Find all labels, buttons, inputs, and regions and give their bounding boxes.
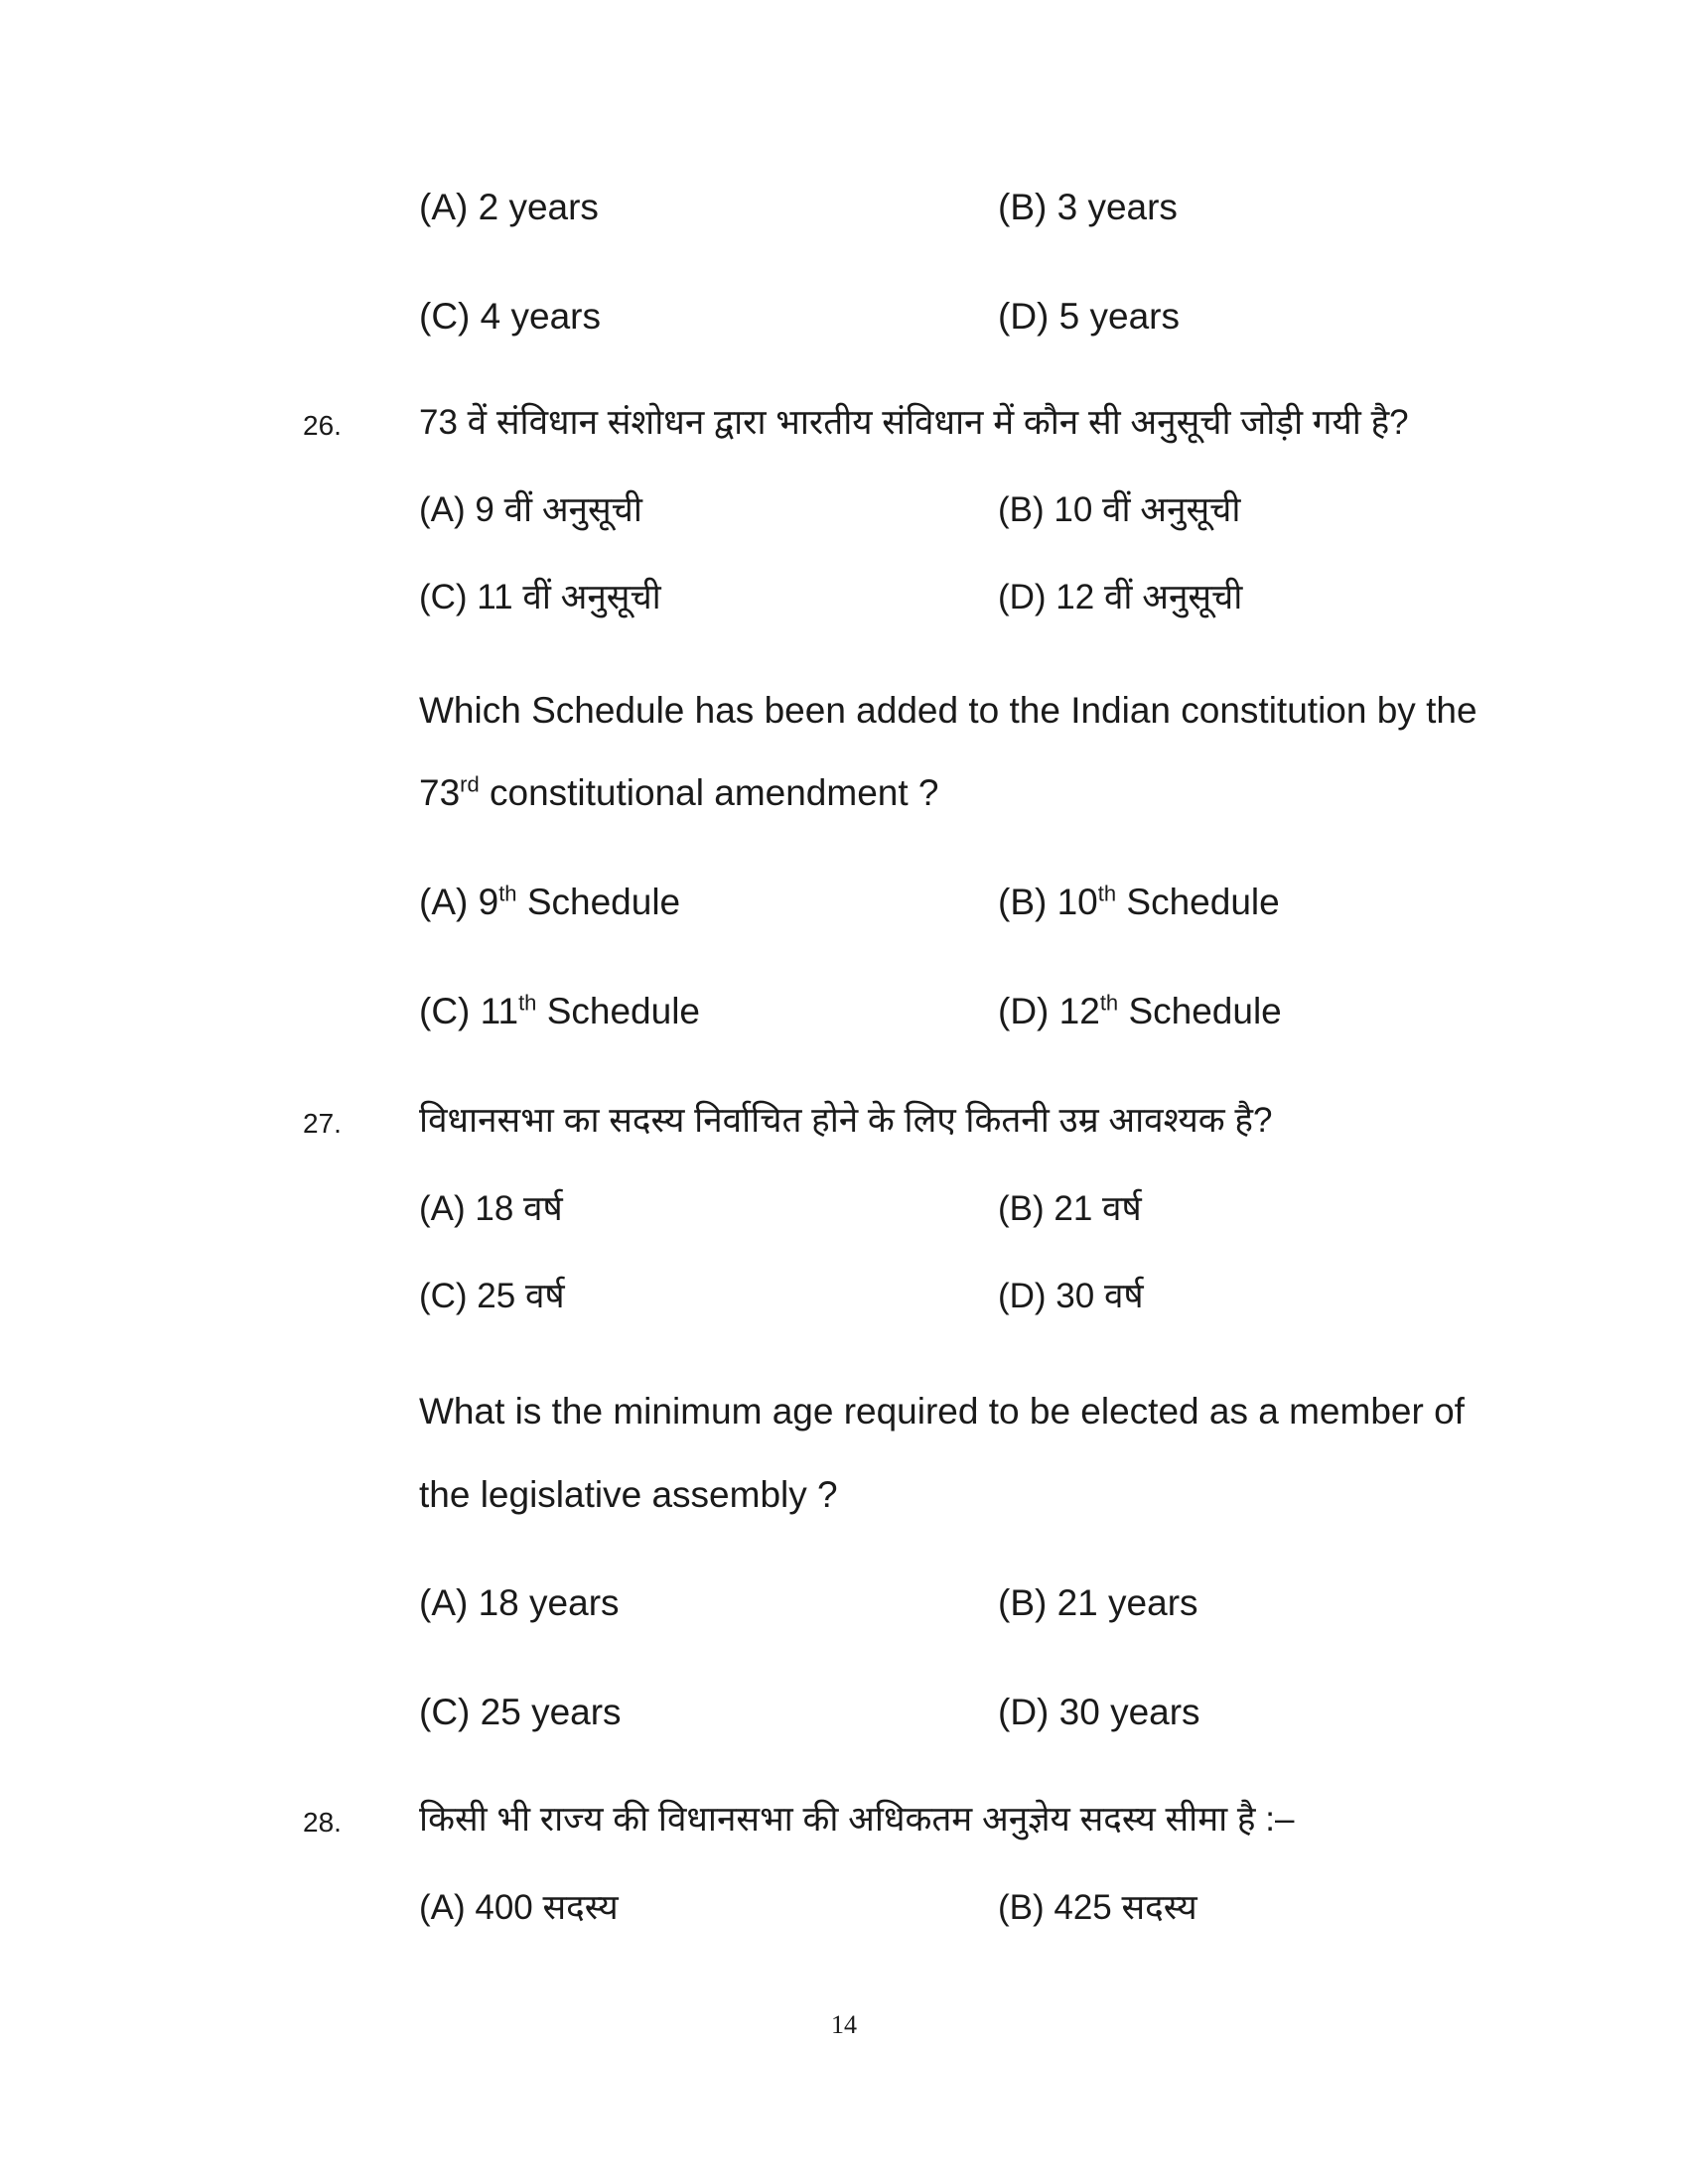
q27-option-c-hindi: (C) 25 वर्ष <box>419 1277 565 1315</box>
q27-option-d-hindi: (D) 30 वर्ष <box>998 1277 1144 1315</box>
q26-number: 26. <box>303 410 342 441</box>
q28-number: 28. <box>303 1807 342 1838</box>
q26-option-a-english: (A) 9th Schedule <box>419 881 681 922</box>
q27-option-b-hindi: (B) 21 वर्ष <box>998 1189 1142 1228</box>
q26-option-a-hindi: (A) 9 वीं अनुसूची <box>419 490 642 529</box>
q27-text-english-line1: What is the minimum age required to be elected as a member of <box>419 1391 1465 1432</box>
q27-option-c-english: (C) 25 years <box>419 1692 622 1732</box>
q27-option-a-hindi: (A) 18 वर्ष <box>419 1189 563 1228</box>
q27-text-hindi: विधानसभा का सदस्य निर्वाचित होने के लिए कितनी उम्र आवश्यक है? <box>419 1101 1273 1140</box>
q26-option-b-english: (B) 10th Schedule <box>998 881 1280 922</box>
q28-option-a-hindi: (A) 400 सदस्य <box>419 1888 619 1927</box>
q25-option-c: (C) 4 years <box>419 296 601 337</box>
q25-option-a: (A) 2 years <box>419 187 599 227</box>
q25-option-d: (D) 5 years <box>998 296 1180 337</box>
page-number: 14 <box>831 2010 857 2039</box>
q27-option-b-english: (B) 21 years <box>998 1582 1198 1623</box>
q26-text-hindi: 73 वें संविधान संशोधन द्वारा भारतीय संविधान में कौन सी अनुसूची जोड़ी गयी है? <box>419 403 1409 442</box>
q26-text-english-line1: Which Schedule has been added to the Indian constitution by the <box>419 690 1477 731</box>
q25-option-b: (B) 3 years <box>998 187 1178 227</box>
q26-option-b-hindi: (B) 10 वीं अनुसूची <box>998 490 1241 529</box>
q26-text-english-line2: 73rd constitutional amendment ? <box>419 771 939 813</box>
q27-option-d-english: (D) 30 years <box>998 1692 1200 1732</box>
q26-option-c-hindi: (C) 11 वीं अनुसूची <box>419 578 661 616</box>
q27-number: 27. <box>303 1108 342 1139</box>
q26-option-d-hindi: (D) 12 वीं अनुसूची <box>998 578 1243 616</box>
q28-text-hindi: किसी भी राज्य की विधानसभा की अधिकतम अनुज्ञेय सदस्य सीमा है :– <box>419 1800 1295 1839</box>
q27-option-a-english: (A) 18 years <box>419 1582 620 1623</box>
q26-option-d-english: (D) 12th Schedule <box>998 990 1282 1031</box>
q27-text-english-line2: the legislative assembly ? <box>419 1474 838 1515</box>
q26-option-c-english: (C) 11th Schedule <box>419 990 700 1031</box>
q28-option-b-hindi: (B) 425 सदस्य <box>998 1888 1197 1927</box>
